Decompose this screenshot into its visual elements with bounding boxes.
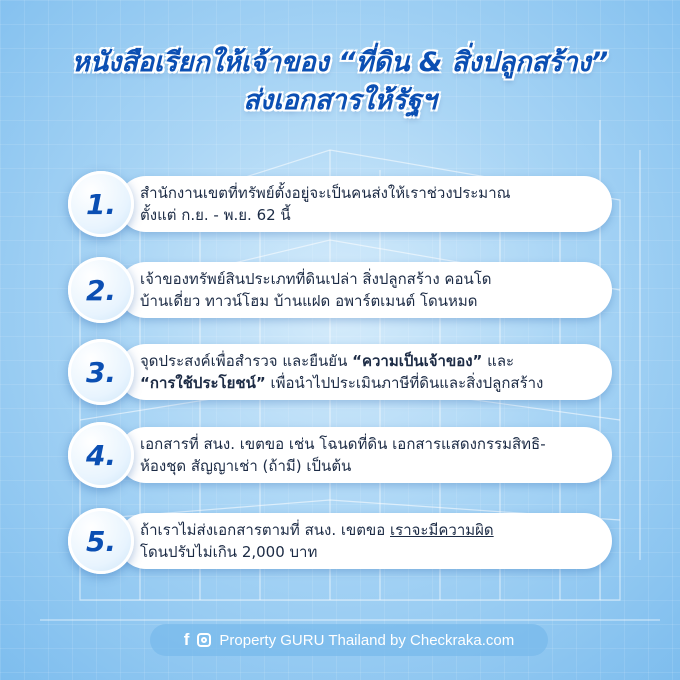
item-3-line-2-part-b: เพื่อนำไปประเมินภาษีที่ดินและสิ่งปลูกสร้าง	[265, 374, 544, 392]
list-item-3	[118, 344, 612, 400]
item-2-number-badge: 2.	[68, 257, 134, 323]
item-5-line-1-part-a: ถ้าเราไม่ส่งเอกสารตามที่ สนง. เขตขอ	[140, 521, 391, 539]
item-3-number-badge: 3.	[68, 339, 134, 405]
item-3-line-1-part-c: และ	[482, 352, 515, 370]
item-4-line-2: ห้องชุด สัญญาเช่า (ถ้ามี) เป็นต้น	[140, 457, 352, 475]
list-item-4	[118, 427, 612, 483]
item-4-line-1: เอกสารที่ สนง. เขตขอ เช่น โฉนดที่ดิน เอกสารแสดงกรรมสิทธิ-	[140, 435, 546, 453]
item-3-line-1	[140, 350, 598, 372]
title-line-1: หนังสือเรียกให้เจ้าของ “ที่ดิน & สิ่งปลูกสร้าง”	[71, 47, 609, 78]
item-5-number-badge: 5.	[68, 508, 134, 574]
footer-text: Property GURU Thailand by Checkraka.com	[219, 631, 515, 649]
item-2-line-2: บ้านเดี่ยว ทาวน์โฮม บ้านแฝด อพาร์ตเมนต์ โดนหมด	[140, 292, 478, 310]
item-2-line-1: เจ้าของทรัพย์สินประเภทที่ดินเปล่า สิ่งปลูกสร้าง คอนโด	[140, 270, 492, 288]
item-3-line-2	[140, 372, 598, 394]
list-item-2	[118, 262, 612, 318]
item-5-emphasis-penalty: เราจะมีความผิด	[390, 521, 494, 539]
facebook-icon[interactable]: f	[183, 630, 190, 649]
list-item-1	[118, 176, 612, 232]
list-item-5	[118, 513, 612, 569]
item-4-number-badge: 4.	[68, 422, 134, 488]
item-3-emphasis-usage: “การใช้ประโยชน์”	[140, 374, 266, 392]
item-5-line-1	[140, 519, 598, 541]
title-line-2: ส่งเอกสารให้รัฐฯ	[243, 85, 437, 116]
instagram-icon[interactable]	[197, 633, 211, 647]
item-1-line-2: ตั้งแต่ ก.ย. - พ.ย. 62 นี้	[140, 206, 291, 224]
item-1-text	[140, 182, 598, 226]
item-2-text	[140, 268, 598, 312]
item-1-number-badge: 1.	[68, 171, 134, 237]
item-5-line-2: โดนปรับไม่เกิน 2,000 บาท	[140, 543, 318, 561]
item-4-text	[140, 433, 598, 477]
footer-credit	[150, 624, 548, 656]
page-title	[0, 44, 680, 120]
item-5-text	[140, 519, 598, 563]
item-3-emphasis-ownership: “ความเป็นเจ้าของ”	[352, 352, 483, 370]
item-3-line-1-part-a: จุดประสงค์เพื่อสำรวจ และยืนยัน	[140, 352, 353, 370]
item-3-text	[140, 350, 598, 394]
item-1-line-1: สำนักงานเขตที่ทรัพย์ตั้งอยู่จะเป็นคนส่งให้เราช่วงประมาณ	[140, 184, 511, 202]
